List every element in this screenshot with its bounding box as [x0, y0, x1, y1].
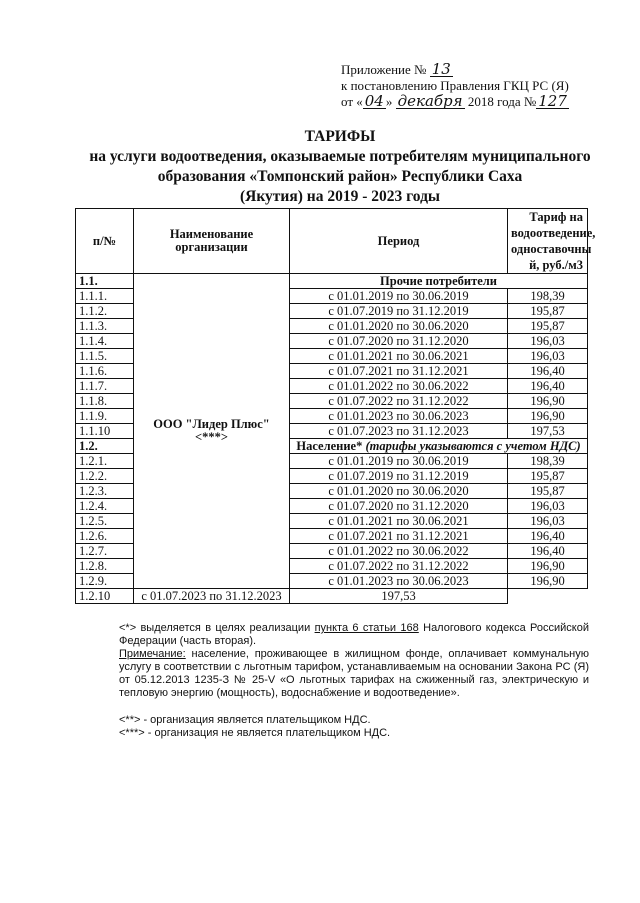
row-number: 1.1.7.: [76, 379, 134, 394]
table-header-row: [76, 209, 588, 274]
row-period: с 01.07.2020 по 31.12.2020: [290, 334, 508, 349]
row-tariff: 196,03: [508, 334, 588, 349]
row-period: с 01.07.2021 по 31.12.2021: [290, 364, 508, 379]
table-body: [76, 274, 588, 604]
group-row: [76, 274, 588, 289]
appendix-day: 04: [364, 92, 384, 110]
row-period: с 01.07.2022 по 31.12.2022: [290, 559, 508, 574]
row-period: с 01.01.2020 по 30.06.2020: [290, 484, 508, 499]
note-1: <*> выделяется в целях реализации пункта 6 статьи 168 Налогового кодекса Российской Федерации (часть вторая).: [119, 622, 589, 647]
row-period: с 01.07.2020 по 31.12.2020: [290, 499, 508, 514]
row-tariff: 196,40: [508, 529, 588, 544]
note-2: Примечание: население, проживающее в жилищном фонде, оплачивает коммунальную услугу в соответствии с льготным тарифом, устанавливаемым на основании Закона РС (Я) от 05.12.2013 1235-З № 25-V «О льготных тарифах на сжиженный газ, электрическую и тепловую энергию (мощность), водоснабжение и водоотведение».: [119, 648, 589, 699]
row-number: 1.1.8.: [76, 394, 134, 409]
note-4: <***> - организация не является плательщиком НДС.: [119, 727, 391, 739]
title-line-4: (Якутия) на 2019 - 2023 годы: [239, 188, 441, 205]
row-tariff: 195,87: [508, 469, 588, 484]
row-period: с 01.07.2023 по 31.12.2023: [290, 424, 508, 439]
row-period: с 01.01.2020 по 30.06.2020: [290, 319, 508, 334]
row-tariff: 197,53: [508, 424, 588, 439]
footnotes: [119, 622, 589, 740]
row-period: с 01.01.2021 по 30.06.2021: [290, 349, 508, 364]
row-period: с 01.01.2023 по 30.06.2023: [290, 574, 508, 589]
row-tariff: 195,87: [508, 304, 588, 319]
row-period: с 01.01.2019 по 30.06.2019: [290, 289, 508, 304]
row-tariff: 196,90: [508, 409, 588, 424]
note-1-link[interactable]: пункта 6 статьи 168: [314, 622, 419, 634]
group-number: 1.1.: [76, 274, 134, 289]
document-title: [60, 127, 620, 207]
row-tariff: 198,39: [508, 454, 588, 469]
header-period: Период: [290, 209, 508, 274]
row-number: 1.1.2.: [76, 304, 134, 319]
row-number: 1.1.10: [76, 424, 134, 439]
row-period: с 01.01.2022 по 30.06.2022: [290, 379, 508, 394]
appendix-line-2: к постановлению Правления ГКЦ РС (Я): [341, 78, 569, 93]
row-tariff: 196,90: [508, 574, 588, 589]
appendix-block: [341, 62, 569, 110]
header-num: п/№: [76, 209, 134, 274]
row-period: с 01.01.2022 по 30.06.2022: [290, 544, 508, 559]
row-tariff: 196,90: [508, 559, 588, 574]
row-period: с 01.07.2019 по 31.12.2019: [290, 469, 508, 484]
appendix-number: 13: [431, 60, 451, 78]
row-number: 1.1.5.: [76, 349, 134, 364]
row-number: 1.1.3.: [76, 319, 134, 334]
table-row: [76, 589, 588, 604]
row-tariff: 196,90: [508, 394, 588, 409]
row-number: 1.2.7.: [76, 544, 134, 559]
row-tariff: 198,39: [508, 289, 588, 304]
row-number: 1.1.4.: [76, 334, 134, 349]
title-line-3: образования «Томпонский район» Республики Саха: [157, 168, 523, 185]
row-tariff: 195,87: [508, 319, 588, 334]
appendix-decree-number: 127: [538, 92, 567, 110]
row-number: 1.2.5.: [76, 514, 134, 529]
row-number: 1.2.2.: [76, 469, 134, 484]
group-title: Население* (тарифы указываются с учетом НДС): [290, 439, 588, 454]
organization-name: ООО "Лидер Плюс" <***>: [134, 274, 290, 589]
row-number: 1.2.3.: [76, 484, 134, 499]
row-tariff: 196,40: [508, 544, 588, 559]
row-number: 1.2.4.: [76, 499, 134, 514]
row-period: с 01.07.2023 по 31.12.2023: [134, 589, 290, 604]
row-period: с 01.07.2022 по 31.12.2022: [290, 394, 508, 409]
appendix-month: декабря: [397, 92, 463, 110]
row-period: с 01.01.2019 по 30.06.2019: [290, 454, 508, 469]
row-number: 1.1.1.: [76, 289, 134, 304]
group-title: Прочие потребители: [290, 274, 588, 289]
row-number: 1.2.1.: [76, 454, 134, 469]
row-period: с 01.07.2019 по 31.12.2019: [290, 304, 508, 319]
appendix-line-1: Приложение № 13: [341, 60, 451, 78]
tariff-table: [75, 208, 596, 604]
row-number: 1.1.6.: [76, 364, 134, 379]
row-period: с 01.01.2021 по 30.06.2021: [290, 514, 508, 529]
title-line-2: на услуги водоотведения, оказываемые потребителям муниципального: [89, 148, 591, 165]
note-3: <**> - организация является плательщиком НДС.: [119, 714, 371, 726]
row-period: с 01.07.2021 по 31.12.2021: [290, 529, 508, 544]
row-tariff: 196,03: [508, 514, 588, 529]
row-tariff: 195,87: [508, 484, 588, 499]
row-number: 1.1.9.: [76, 409, 134, 424]
header-org: Наименование организации: [134, 209, 290, 274]
row-tariff: 196,03: [508, 349, 588, 364]
appendix-line-3: от « 04 » декабря 2018 года № 127: [341, 92, 567, 110]
header-tariff: Тариф на водоотведение, одноставочны й, руб./м3: [508, 209, 588, 274]
row-tariff: 197,53: [290, 589, 508, 604]
row-number: 1.2.10: [76, 589, 134, 604]
row-tariff: 196,03: [508, 499, 588, 514]
title-line-1: ТАРИФЫ: [304, 128, 376, 145]
row-number: 1.2.6.: [76, 529, 134, 544]
group-number: 1.2.: [76, 439, 134, 454]
row-number: 1.2.9.: [76, 574, 134, 589]
row-tariff: 196,40: [508, 364, 588, 379]
row-number: 1.2.8.: [76, 559, 134, 574]
row-tariff: 196,40: [508, 379, 588, 394]
row-period: с 01.01.2023 по 30.06.2023: [290, 409, 508, 424]
